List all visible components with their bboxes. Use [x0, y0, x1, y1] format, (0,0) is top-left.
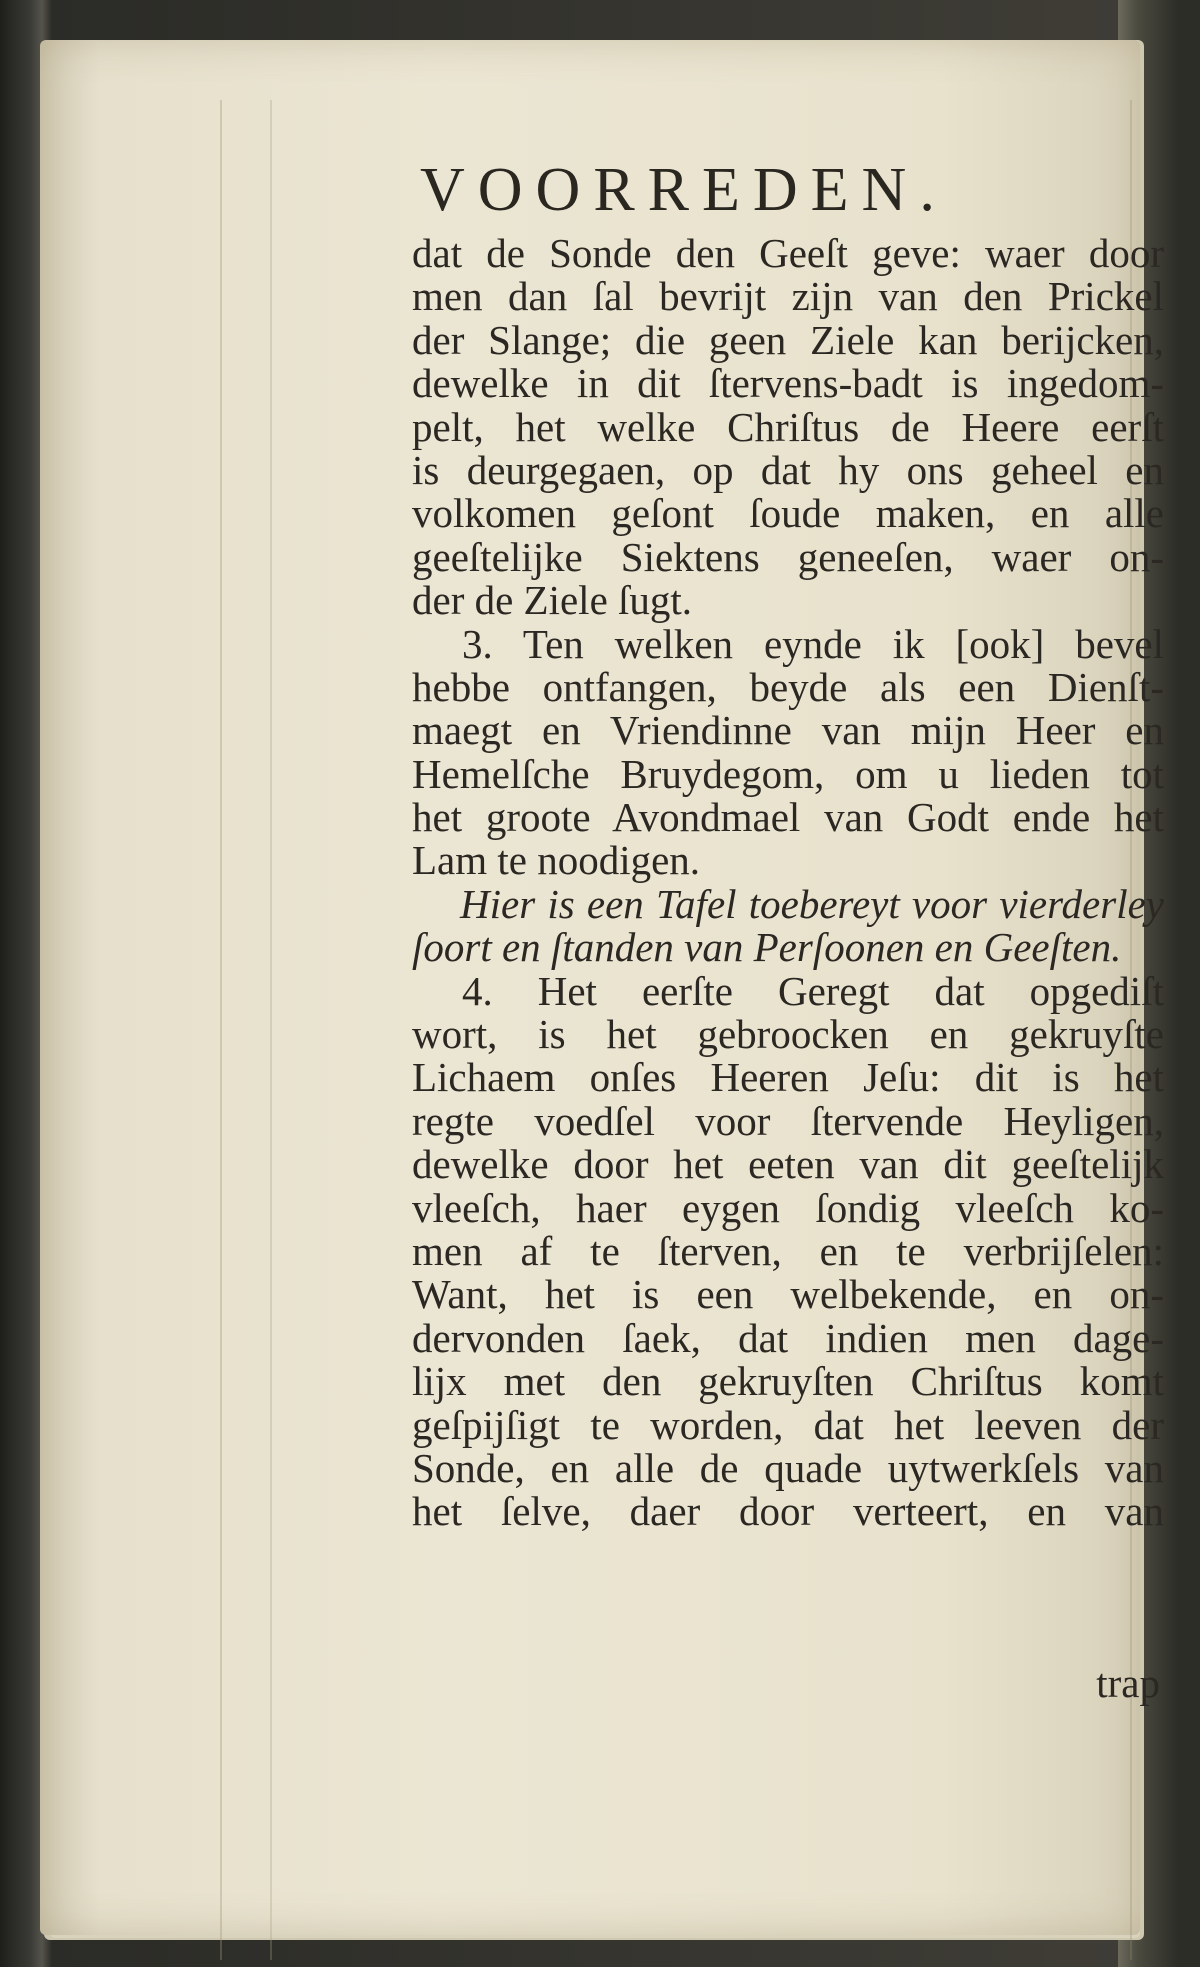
catchword: trap	[1096, 1660, 1160, 1706]
text-line: volkomen geſont ſoude maken, en alle	[412, 490, 1164, 537]
text-line: men dan ſal bevrijt zijn van den Prickel	[412, 273, 1164, 320]
text-line: vleeſch, haer eygen ſondig vleeſch ko-	[412, 1184, 1164, 1231]
text-line: lijx met den gekruyſten Chriſtus komt	[412, 1358, 1164, 1405]
text-line: maegt en Vriendinne van mijn Heer en	[412, 707, 1164, 754]
text-line: is deurgegaen, op dat hy ons geheel en	[412, 446, 1164, 493]
text-line: dervonden ſaek, dat indien men dage-	[412, 1314, 1164, 1361]
text-line: der Slange; die geen Ziele kan berijcken,	[412, 316, 1164, 363]
body-text	[412, 232, 1164, 1534]
text-line: men af te ſterven, en te verbrijſelen:	[412, 1227, 1164, 1274]
text-line: dat de Sonde den Geeſt geve: waer door	[412, 230, 1164, 276]
text-line: dewelke door het eeten van dit geeſtelijk	[412, 1141, 1164, 1188]
paragraph-start-line: 4. Het eerſte Geregt dat opgediſt	[462, 967, 1164, 1014]
text-line: pelt, het welke Chriſtus de Heere eerſt	[412, 403, 1164, 450]
text-line: wort, is het gebroocken en gekruyſte	[412, 1011, 1164, 1058]
page-fold-line	[270, 100, 272, 1960]
text-line: Want, het is een welbekende, en on-	[412, 1271, 1164, 1318]
italic-subheading-line: Hier is een Tafel toebereyt voor vierderley	[460, 880, 1164, 927]
paragraph-start-line: 3. Ten welken eynde ik [ook] bevel	[462, 620, 1164, 667]
italic-subheading-line: ſoort en ſtanden van Perſoonen en Geeſten.	[412, 924, 1122, 971]
text-line: dewelke in dit ſtervens-badt is ingedom-	[412, 360, 1164, 407]
running-head: VOORREDEN.	[420, 156, 948, 224]
text-line: Sonde, en alle de quade uytwerkſels van	[412, 1444, 1164, 1491]
text-line: Lam te noodigen.	[412, 837, 701, 884]
text-line: Hemelſche Bruydegom, om u lieden tot	[412, 750, 1164, 797]
text-line: regte voedſel voor ſtervende Heyligen,	[412, 1097, 1164, 1144]
text-line: hebbe ontfangen, beyde als een Dienſt-	[412, 663, 1164, 710]
text-line: geſpijſigt te worden, dat het leeven der	[412, 1401, 1164, 1448]
text-line: het groote Avondmael van Godt ende het	[412, 794, 1164, 841]
text-line: geeſtelijke Siektens geneeſen, waer on-	[412, 533, 1164, 580]
text-line: Lichaem onſes Heeren Jeſu: dit is het	[412, 1054, 1164, 1101]
text-line: der de Ziele ſugt.	[412, 577, 693, 624]
text-line: het ſelve, daer door verteert, en van	[412, 1488, 1164, 1535]
page-fold-line	[220, 100, 222, 1960]
